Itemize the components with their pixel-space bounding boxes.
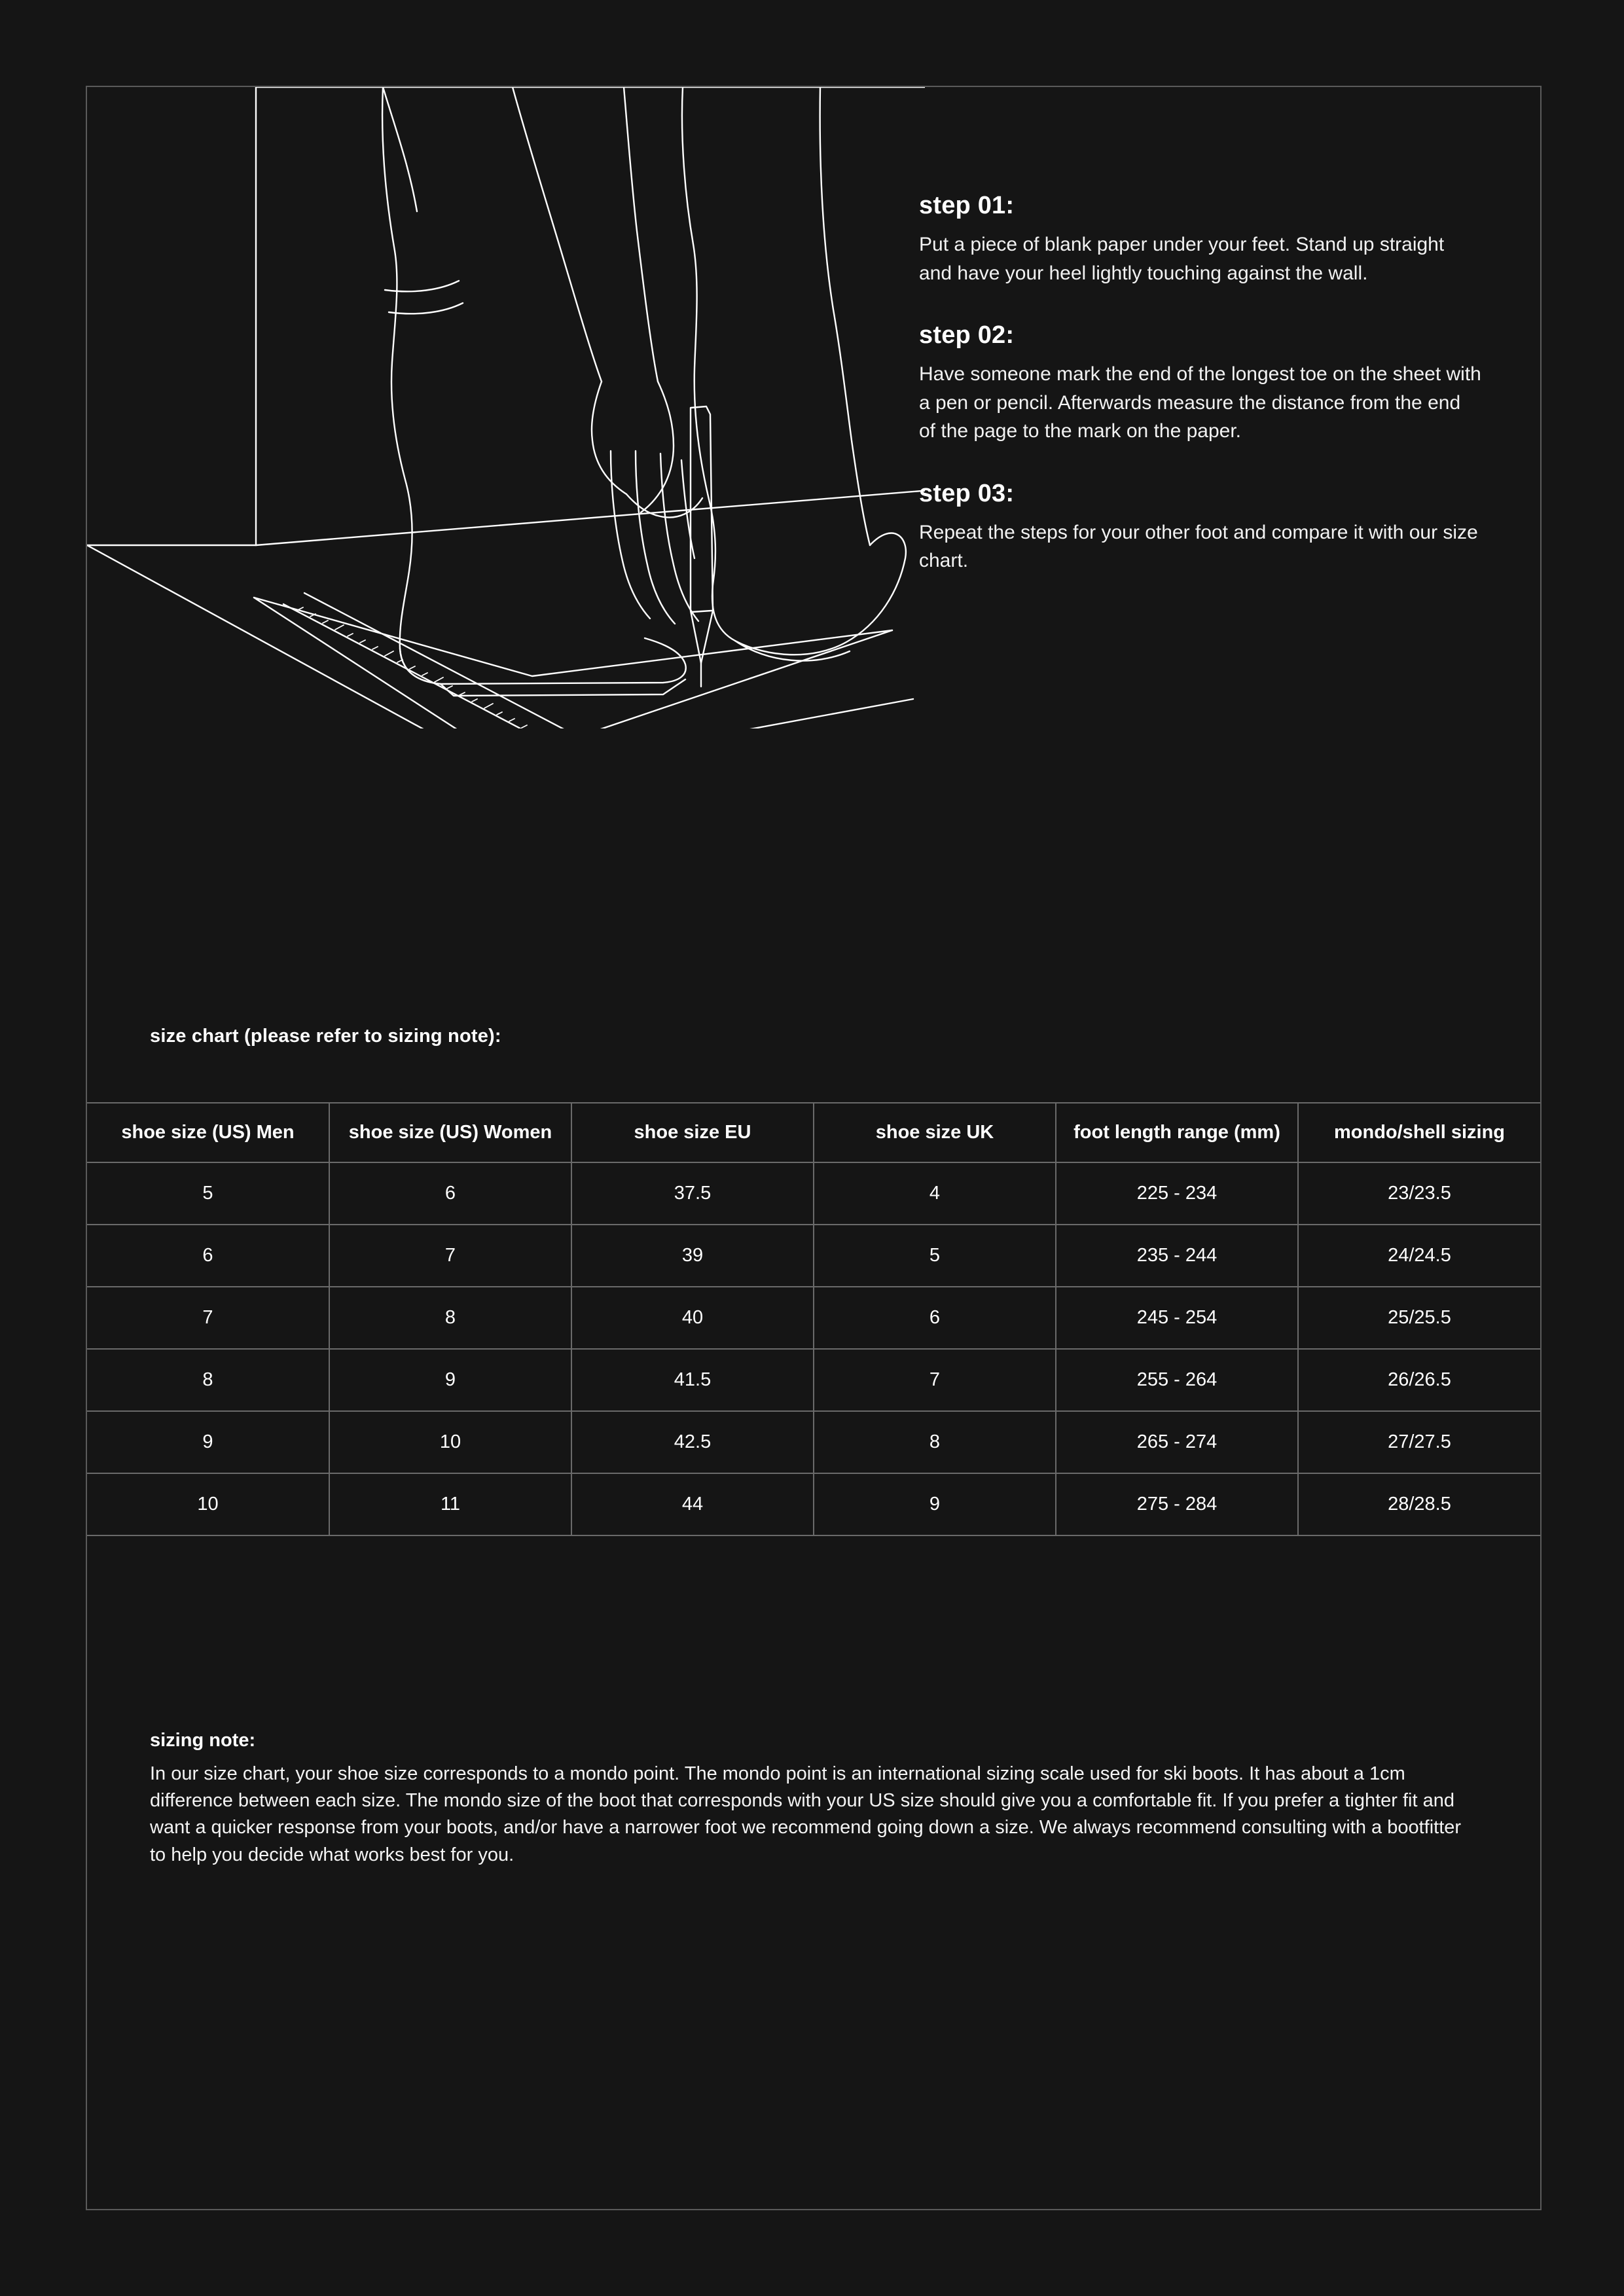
sizing-note-title: sizing note:	[150, 1730, 256, 1751]
cell-foot-length: 255 - 264	[1056, 1349, 1298, 1411]
cell-us-men: 9	[87, 1411, 329, 1473]
cell-uk: 6	[814, 1287, 1056, 1349]
column-header-foot-length: foot length range (mm)	[1056, 1103, 1298, 1162]
table-row	[87, 1349, 1540, 1411]
step-item	[919, 321, 1482, 446]
cell-foot-length: 245 - 254	[1056, 1287, 1298, 1349]
cell-us-women: 11	[329, 1473, 571, 1535]
step-title: step 02:	[919, 321, 1015, 349]
cell-foot-length: 235 - 244	[1056, 1225, 1298, 1287]
table-row	[87, 1411, 1540, 1473]
table-row	[87, 1162, 1540, 1225]
cell-uk: 7	[814, 1349, 1056, 1411]
table-row	[87, 1225, 1540, 1287]
cell-mondo: 28/28.5	[1298, 1473, 1540, 1535]
sizing-guide-page	[86, 86, 1542, 2210]
size-chart-caption: size chart (please refer to sizing note):	[150, 1026, 501, 1047]
cell-us-women: 9	[329, 1349, 571, 1411]
cell-uk: 5	[814, 1225, 1056, 1287]
column-header-mondo: mondo/shell sizing	[1298, 1103, 1540, 1162]
cell-mondo: 23/23.5	[1298, 1162, 1540, 1225]
cell-us-men: 5	[87, 1162, 329, 1225]
foot-measuring-illustration	[87, 87, 925, 728]
cell-uk: 9	[814, 1473, 1056, 1535]
step-body: Repeat the steps for your other foot and compare it with our size chart.	[919, 521, 1478, 571]
step-item	[919, 480, 1482, 575]
column-header-us-women: shoe size (US) Women	[329, 1103, 571, 1162]
cell-us-women: 7	[329, 1225, 571, 1287]
cell-foot-length: 265 - 274	[1056, 1411, 1298, 1473]
cell-eu: 37.5	[571, 1162, 814, 1225]
cell-us-women: 8	[329, 1287, 571, 1349]
cell-us-men: 10	[87, 1473, 329, 1535]
cell-us-men: 6	[87, 1225, 329, 1287]
steps-list	[919, 192, 1482, 609]
column-header-us-men: shoe size (US) Men	[87, 1103, 329, 1162]
cell-foot-length: 225 - 234	[1056, 1162, 1298, 1225]
step-item	[919, 192, 1482, 287]
step-title: step 03:	[919, 479, 1015, 507]
cell-us-men: 8	[87, 1349, 329, 1411]
cell-foot-length: 275 - 284	[1056, 1473, 1298, 1535]
table-header-row	[87, 1103, 1540, 1162]
cell-eu: 40	[571, 1287, 814, 1349]
step-title: step 01:	[919, 192, 1015, 219]
table-row	[87, 1287, 1540, 1349]
cell-eu: 42.5	[571, 1411, 814, 1473]
sizing-note	[150, 1730, 1472, 1869]
cell-eu: 39	[571, 1225, 814, 1287]
cell-uk: 4	[814, 1162, 1056, 1225]
cell-mondo: 26/26.5	[1298, 1349, 1540, 1411]
sizing-note-body: In our size chart, your shoe size corresponds to a mondo point. The mondo point is an international sizing scale used for ski boots. It has about a 1cm difference between each size. The mondo size of the boot that corresponds with your US size should give you a comfortable fit. If you prefer a tighter fit and want a quicker response from your boots, and/or have a narrower foot we recommend going down a size. We always recommend consulting with a bootfitter to help you decide what works best for you.	[150, 1763, 1462, 1865]
cell-eu: 44	[571, 1473, 814, 1535]
cell-uk: 8	[814, 1411, 1056, 1473]
cell-eu: 41.5	[571, 1349, 814, 1411]
column-header-uk: shoe size UK	[814, 1103, 1056, 1162]
cell-us-men: 7	[87, 1287, 329, 1349]
cell-mondo: 27/27.5	[1298, 1411, 1540, 1473]
size-chart-table	[87, 1102, 1540, 1536]
step-body: Have someone mark the end of the longest toe on the sheet with a pen or pencil. Afterwards measure the distance from the end of the page to the mark on the paper.	[919, 363, 1481, 442]
column-header-eu: shoe size EU	[571, 1103, 814, 1162]
cell-us-women: 6	[329, 1162, 571, 1225]
cell-mondo: 24/24.5	[1298, 1225, 1540, 1287]
table-row	[87, 1473, 1540, 1535]
cell-us-women: 10	[329, 1411, 571, 1473]
cell-mondo: 25/25.5	[1298, 1287, 1540, 1349]
step-body: Put a piece of blank paper under your feet. Stand up straight and have your heel lightly touching against the wall.	[919, 234, 1445, 284]
